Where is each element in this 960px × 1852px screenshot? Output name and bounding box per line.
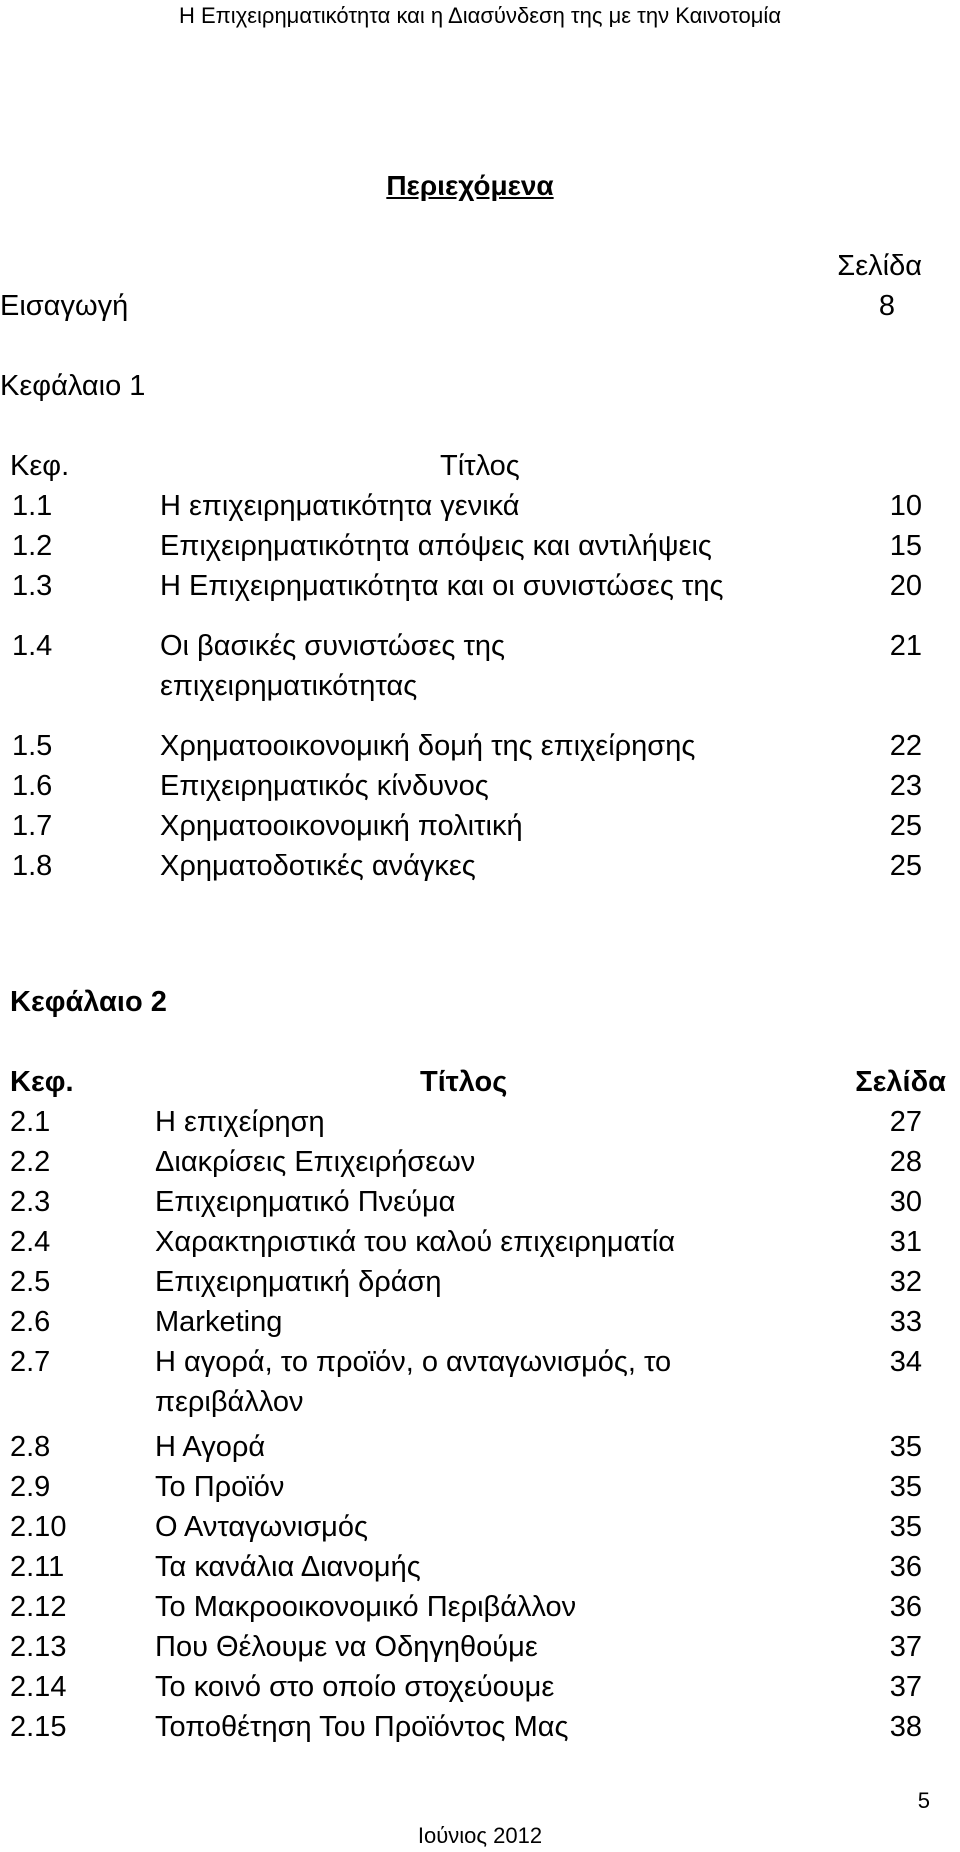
ch1-row-page: 25: [889, 810, 922, 842]
ch2-row-num: 2.4: [10, 1226, 51, 1258]
ch2-row-title: Που Θέλουμε να Οδηγηθούμε: [155, 1631, 538, 1663]
ch2-row-num: 2.2: [10, 1146, 51, 1178]
ch1-row-title: Οι βασικές συνιστώσες της: [160, 630, 506, 662]
ch2-row-title: Η αγορά, το προϊόν, ο ανταγωνισμός, το: [155, 1346, 672, 1378]
ch1-row-num: 1.6: [12, 770, 53, 802]
ch1-row-title: Η επιχειρηματικότητα γενικά: [160, 490, 520, 522]
footer-date: Ιούνιος 2012: [417, 1823, 543, 1848]
ch2-row-title: Το Μακροοικονομικό Περιβάλλον: [155, 1591, 577, 1623]
ch1-row-num: 1.1: [12, 490, 53, 522]
ch1-row-page: 20: [889, 570, 922, 602]
ch2-row-title: Τοποθέτηση Του Προϊόντος Μας: [155, 1711, 569, 1743]
ch2-row-title: Χαρακτηριστικά του καλού επιχειρηματία: [155, 1226, 676, 1258]
ch1-row-num: 1.7: [12, 810, 53, 842]
ch2-row-page: 31: [889, 1226, 922, 1258]
ch2-row-page: 27: [889, 1106, 922, 1138]
ch2-row-num: 2.11: [10, 1551, 65, 1583]
ch1-row-page: 10: [889, 490, 922, 522]
ch2-row-num: 2.1: [10, 1106, 51, 1138]
ch2-row-num: 2.12: [10, 1591, 67, 1623]
intro-page: 8: [878, 290, 895, 322]
chapter2-col-title: Τίτλος: [420, 1066, 508, 1098]
ch2-row-num: 2.8: [10, 1431, 51, 1463]
chapter1-col-title: Τίτλος: [440, 450, 520, 482]
ch2-row-page: 32: [889, 1266, 922, 1298]
ch2-row-title: Επιχειρηματικό Πνεύμα: [155, 1186, 456, 1218]
ch2-row-num: 2.10: [10, 1511, 67, 1543]
ch2-row-title: Διακρίσεις Επιχειρήσεων: [155, 1146, 476, 1178]
ch2-row-title: Marketing: [155, 1306, 283, 1338]
ch2-row-title: Το κοινό στο οποίο στοχεύουμε: [155, 1671, 555, 1703]
ch1-row-title: Χρηματοδοτικές ανάγκες: [160, 850, 476, 882]
ch2-row-title: Η Αγορά: [155, 1431, 266, 1463]
page-number: 5: [917, 1788, 930, 1813]
toc-title: Περιεχόμενα: [386, 170, 554, 201]
ch2-row-num: 2.9: [10, 1471, 51, 1503]
ch1-row-page: 15: [889, 530, 922, 562]
ch2-row-title-cont: περιβάλλον: [155, 1386, 304, 1418]
chapter2-col-page: Σελίδα: [855, 1066, 946, 1098]
ch2-row-num: 2.15: [10, 1711, 67, 1743]
ch1-row-page: 22: [889, 730, 922, 762]
ch1-row-title: Επιχειρηματικός κίνδυνος: [160, 770, 489, 802]
ch2-row-title: Η επιχείρηση: [155, 1106, 325, 1138]
ch1-row-num: 1.5: [12, 730, 53, 762]
ch2-row-title: Επιχειρηματική δράση: [155, 1266, 442, 1298]
intro-label: Εισαγωγή: [0, 290, 129, 322]
ch2-row-page: 28: [889, 1146, 922, 1178]
chapter2-col-num: Κεφ.: [10, 1066, 74, 1098]
ch2-row-page: 36: [889, 1591, 922, 1623]
ch2-row-title: Ο Ανταγωνισμός: [155, 1511, 368, 1543]
ch1-row-num: 1.2: [12, 530, 53, 562]
ch2-row-page: 38: [889, 1711, 922, 1743]
ch1-row-page: 21: [889, 630, 922, 662]
ch2-row-page: 35: [889, 1511, 922, 1543]
ch2-row-page: 33: [889, 1306, 922, 1338]
ch1-row-num: 1.8: [12, 850, 53, 882]
ch2-row-page: 34: [889, 1346, 922, 1378]
ch1-row-num: 1.3: [12, 570, 53, 602]
chapter2-heading: Κεφάλαιο 2: [10, 986, 167, 1018]
ch1-row-title-cont: επιχειρηματικότητας: [160, 670, 418, 702]
page-column-heading: Σελίδα: [837, 250, 922, 282]
ch1-row-title: Η Επιχειρηματικότητα και οι συνιστώσες της: [160, 570, 724, 602]
ch1-row-page: 23: [889, 770, 922, 802]
chapter1-col-num: Κεφ.: [10, 450, 70, 482]
ch2-row-page: 37: [889, 1671, 922, 1703]
ch2-row-num: 2.14: [10, 1671, 67, 1703]
ch1-row-title: Χρηματοοικονομική δομή της επιχείρησης: [160, 730, 696, 762]
ch2-row-title: Τα κανάλια Διανομής: [155, 1551, 421, 1583]
ch1-row-title: Χρηματοοικονομική πολιτική: [160, 810, 523, 842]
ch2-row-num: 2.5: [10, 1266, 51, 1298]
ch2-row-page: 36: [889, 1551, 922, 1583]
ch1-row-page: 25: [889, 850, 922, 882]
ch1-row-num: 1.4: [12, 630, 53, 662]
ch1-row-title: Επιχειρηματικότητα απόψεις και αντιλήψεις: [160, 530, 712, 562]
ch2-row-page: 35: [889, 1471, 922, 1503]
chapter1-heading: Κεφάλαιο 1: [0, 370, 146, 402]
ch2-row-num: 2.13: [10, 1631, 67, 1663]
ch2-row-num: 2.6: [10, 1306, 51, 1338]
ch2-row-num: 2.3: [10, 1186, 51, 1218]
ch2-row-page: 30: [889, 1186, 922, 1218]
ch2-row-num: 2.7: [10, 1346, 51, 1378]
ch2-row-page: 35: [889, 1431, 922, 1463]
ch2-row-title: Το Προϊόν: [155, 1471, 285, 1503]
running-header: Η Επιχειρηματικότητα και η Διασύνδεση της με την Καινοτομία: [178, 3, 782, 28]
ch2-row-page: 37: [889, 1631, 922, 1663]
